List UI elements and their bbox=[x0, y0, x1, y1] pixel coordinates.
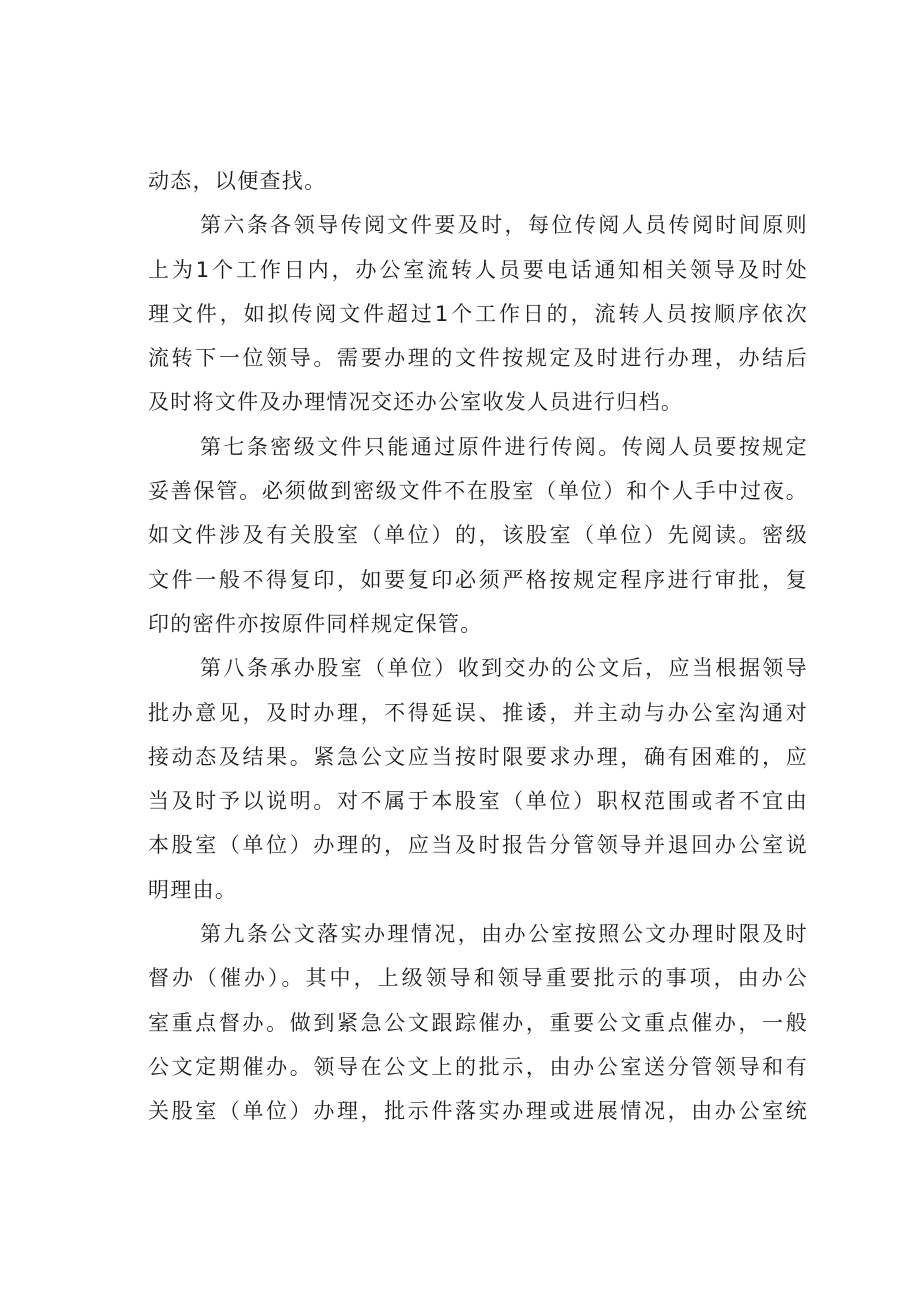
paragraph-line: 关股室（单位）办理，批示件落实办理或进展情况，由办公室统 bbox=[148, 1099, 808, 1124]
paragraph-line: 妥善保管。必须做到密级文件不在股室（单位）和个人手中过夜。 bbox=[148, 479, 808, 504]
paragraph-line: 批办意见，及时办理，不得延误、推诿，并主动与办公室沟通对 bbox=[148, 700, 808, 725]
paragraph-line: 本股室（单位）办理的，应当及时报告分管领导并退回办公室说 bbox=[148, 833, 808, 858]
paragraph-line: 接动态及结果。紧急公文应当按时限要求办理，确有困难的，应 bbox=[148, 744, 808, 769]
article-7-heading-line: 第七条密级文件只能通过原件进行传阅。传阅人员要按规定 bbox=[200, 434, 808, 459]
article-6-heading-line: 第六条各领导传阅文件要及时，每位传阅人员传阅时间原则 bbox=[200, 213, 808, 238]
paragraph-line: 督办（催办）。其中，上级领导和领导重要批示的事项，由办公 bbox=[148, 966, 808, 991]
paragraph-line: 流转下一位领导。需要办理的文件按规定及时进行办理，办结后 bbox=[148, 346, 808, 371]
article-8-heading-line: 第八条承办股室（单位）收到交办的公文后，应当根据领导 bbox=[200, 656, 808, 681]
document-body bbox=[148, 159, 808, 1134]
paragraph-line: 室重点督办。做到紧急公文跟踪催办，重要公文重点催办，一般 bbox=[148, 1010, 808, 1035]
paragraph-line: 上为1个工作日内，办公室流转人员要电话通知相关领导及时处 bbox=[148, 257, 808, 282]
paragraph-line: 公文定期催办。领导在公文上的批示，由办公室送分管领导和有 bbox=[148, 1054, 808, 1079]
paragraph-line: 当及时予以说明。对不属于本股室（单位）职权范围或者不宜由 bbox=[148, 789, 808, 814]
paragraph-line: 动态，以便查找。 bbox=[148, 169, 327, 193]
article-9-heading-line: 第九条公文落实办理情况，由办公室按照公文办理时限及时 bbox=[200, 922, 808, 947]
paragraph-line: 印的密件亦按原件同样规定保管。 bbox=[148, 611, 483, 636]
paragraph-line: 明理由。 bbox=[148, 877, 238, 902]
paragraph-line: 及时将文件及办理情况交还办公室收发人员进行归档。 bbox=[148, 390, 684, 415]
paragraph-line: 文件一般不得复印，如要复印必须严格按规定程序进行审批，复 bbox=[148, 567, 808, 592]
paragraph-line: 如文件涉及有关股室（单位）的，该股室（单位）先阅读。密级 bbox=[148, 523, 808, 548]
paragraph-line: 理文件，如拟传阅文件超过1个工作日的，流转人员按顺序依次 bbox=[148, 301, 808, 326]
